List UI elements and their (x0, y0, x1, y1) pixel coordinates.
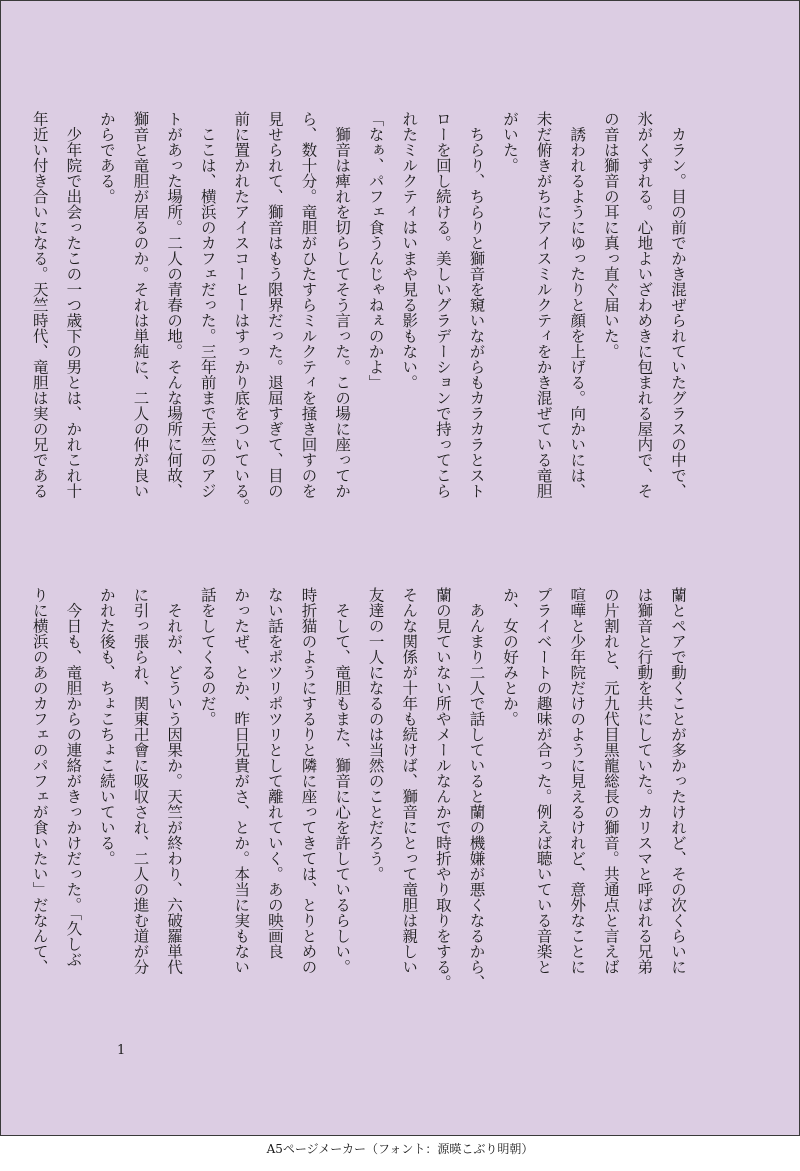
text-line: 誘われるようにゆったりと顔を上げる。向かいには、 (568, 111, 587, 499)
text-line: 喧嘩と少年院だけのように見えるけれど、意外なことに (568, 587, 587, 975)
text-line: 前に置かれたアイスコーヒーはすっかり底をついている。 (232, 111, 251, 514)
text-line: 時折猫のようにするりと隣に座ってきては、とりとめの (299, 587, 318, 975)
text-line: りに横浜のあのカフェのパフェが食いたい」だなんて、 (30, 587, 49, 975)
footer-caption: A5ページメーカー（フォント：源暎こぶり明朝） (266, 1142, 534, 1156)
text-line: からである。 (97, 111, 116, 204)
text-line: あんまり二人で話していると蘭の機嫌が悪くなるから、 (467, 587, 486, 990)
text-line: がいた。 (501, 111, 520, 173)
text-line: 少年院で出会ったこの一つ歳下の男とは、かれこれ十 (64, 111, 83, 499)
text-line: ちらり、ちらりと獅音を窺いながらもカラカラとスト (467, 111, 486, 499)
text-line: ない話をポツリポツリとして離れていく。あの映画良 (265, 587, 284, 959)
upper-text-block (22, 111, 694, 551)
text-line: そんな関係が十年も続けば、獅音にとって竜胆は親しい (400, 587, 419, 975)
text-line: の片割れと、元九代目黒龍総長の獅音。共通点と言えば (601, 587, 620, 975)
text-line: 蘭とペアで動くことが多かったけれど、その次くらいに (669, 587, 687, 975)
lower-text-block (22, 587, 694, 1027)
text-line: かったぜ、とか、昨日兄貴がさ、とか。本当に実もない (232, 587, 251, 975)
text-line: 「なぁ、パフェ食うんじゃねぇのかよ」 (366, 111, 385, 390)
text-line: トがあった場所。二人の青春の地。そんな場所に何故、 (165, 111, 184, 499)
page-number: 1 (117, 1043, 126, 1058)
text-line: ら、数十分。竜胆がひたすらミルクティを掻き回すのを (299, 111, 318, 499)
text-line: ここは、横浜のカフェだった。三年前まで天竺のアジ (198, 111, 217, 499)
text-line: 未だ俯きがちにアイスミルクティをかき混ぜている竜胆 (534, 111, 553, 499)
text-line: に引っ張られ、関東卍會に吸収され、二人の進む道が分 (131, 587, 150, 975)
text-line: 話をしてくるのだ。 (198, 587, 217, 727)
text-line: 獅音と竜胆が居るのか。それは単純に、二人の仲が良い (131, 111, 150, 499)
text-line: れたミルクティはいまや見る影もない。 (400, 111, 419, 390)
text-line: か、女の好みとか。 (501, 587, 520, 727)
text-line: カラン。目の前でかき混ぜられていたグラスの中で、 (669, 111, 687, 499)
text-line: は獅音と行動を共にしていた。カリスマと呼ばれる兄弟 (635, 587, 654, 975)
text-line: 見せられて、獅音はもう限界だった。退屈すぎて、目の (265, 111, 284, 499)
text-line: 蘭の見ていない所やメールなんかで時折やり取りをする。 (433, 587, 452, 990)
text-line: 氷がくずれる。心地よいざわめきに包まれる屋内で、そ (635, 111, 654, 499)
text-line: 友達の一人になるのは当然のことだろう。 (366, 587, 385, 882)
text-line: それが、どういう因果か。天竺が終わり、六破羅単代 (165, 587, 184, 975)
text-line: そして、竜胆もまた、獅音に心を許しているらしい。 (333, 587, 352, 975)
text-line: ローを回し続ける。美しいグラデーションで持ってこら (433, 111, 452, 499)
text-line: 獅音は痺れを切らしてそう言った。この場に座ってか (333, 111, 352, 499)
text-line: 年近い付き合いになる。天竺時代、竜胆は実の兄である (30, 111, 49, 499)
text-line: プライベートの趣味が合った。例えば聴いている音楽と (534, 587, 553, 975)
text-line: 今日も、竜胆からの連絡がきっかけだった。「久しぶ (64, 587, 83, 967)
text-line: かれた後も、ちょこちょこ続いている。 (97, 587, 116, 866)
text-line: の音は獅音の耳に真っ直ぐ届いた。 (601, 111, 620, 359)
